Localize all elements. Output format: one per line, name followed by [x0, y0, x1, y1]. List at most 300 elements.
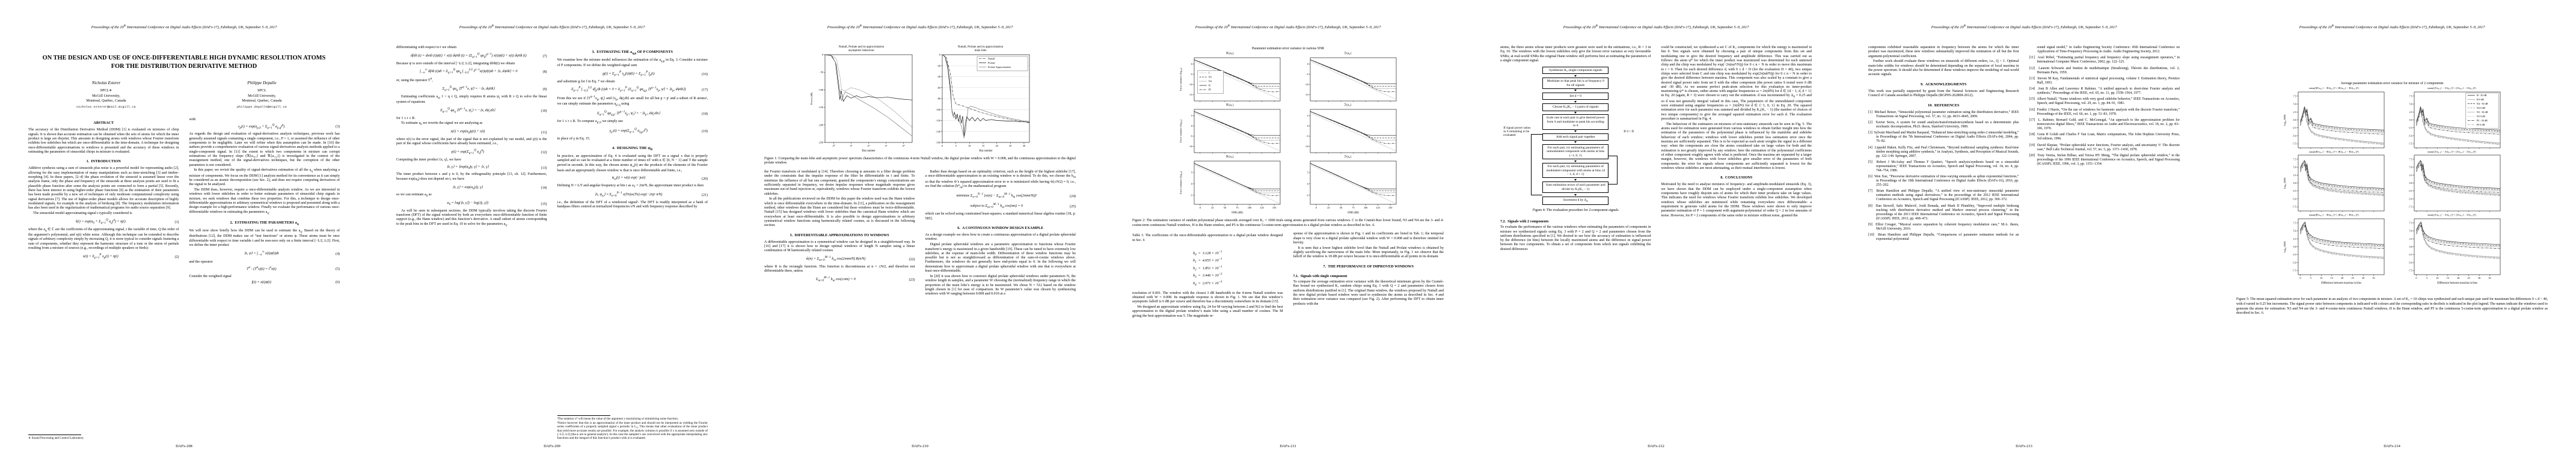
svg-text:0.0: 0.0 [2293, 118, 2296, 121]
equation-body: ŵ(n) = $\Sigma_{m=0}^{M-1}$ $b_m$ cos(2πmn⁄N) R(n⁄N) [806, 256, 866, 263]
paper-title: ON THE DESIGN AND USE OF ONCE-DIFFERENTIABLE HIGH DYNAMIC RESOLUTION ATOMS FOR THE DISTRIBUTION DERIVATIVE METHOD [42, 55, 326, 70]
figure-panel [1298, 104, 1398, 156]
column-left [764, 170, 915, 441]
svg-text:10: 10 [2436, 276, 2439, 280]
svg-text:50: 50 [1339, 206, 1343, 209]
paragraph: which can be solved using constrained least-squares; a standard numerical linear algebra routine [18, p. 585]. [925, 212, 1076, 221]
column-left [28, 117, 179, 441]
paragraph: Motivated by the need to analyse mixtures of frequency- and amplitude-modulated sinusoids (Eq. 3), we have shown that the DDM can be employed under a single-component assumption when components have roughly disjoint sets of atoms for which their inner products take on large values. This indicates the need for windows whose Fourier transform exhibits low sidelobes. We developed windows whose sidelobes are minimized while remaining everywhere once differentiable: a requirement to generate valid atoms for the DDM. These windows were shown to only improve parameter estimation of P = 1 component with argument-polynomial of order Q = 2 in low amounts of noise. However, for P = 2 components of the same order in mixture without noise, granted the [1661, 183, 1812, 218]
svg-text:7.5: 7.5 [2293, 94, 2296, 98]
reference-item: [10] Brian Hamilton and Philippe Depalle, “Comparisons of parameter estimation methods for an exponential polynomial [1868, 233, 2019, 242]
svg-text:-2.5: -2.5 [2292, 253, 2296, 257]
table-row: $b_3 = 3.446 \times 10^{-2}$ [1193, 273, 1222, 279]
equation [557, 176, 708, 182]
paragraph: Rather than design based on an optimality criterion, such as the height of the highest sidelobe [17], a once-differentiable approximation to an existing window w is desired. To do this, we choose the $b_m$ so that the window ŵ’s squared approximation error to w is minimized while having ŵ(±N⁄2) = 0, i.e., we find the solution $(b*_m)$ to the mathematical program [925, 169, 1076, 190]
equation [189, 251, 340, 258]
flow-step: For each pair, try estimating parameters of modulated component with atoms at bins {d − 1, d, d + 1} [1542, 163, 1608, 178]
svg-text:-200: -200 [818, 123, 823, 126]
svg-text:0.0: 0.0 [2409, 182, 2412, 185]
equation-number: (15) [541, 202, 547, 206]
svg-text:5: 5 [1191, 114, 1192, 117]
svg-text:-100: -100 [936, 108, 940, 111]
svg-text:50: 50 [1223, 206, 1227, 209]
svg-text:-5: -5 [1190, 135, 1192, 138]
equation [925, 193, 1076, 200]
equation-number: (1) [174, 220, 179, 224]
svg-text:N3 0 dB: N3 0 dB [2476, 114, 2486, 118]
figure-row [764, 46, 1076, 154]
equation-number: (10) [541, 109, 547, 113]
figure-suptitle: Average parameter estimation error variance for mixture of 2 components [2340, 82, 2444, 85]
paragraph: Because ψ is zero outside of the interval [−L⁄2, L⁄2], integrating df⁄dt(t) we obtain [396, 61, 515, 66]
reference-item: [18] Gene H Golub and Charles F Van Loan, Matrix computations, The John Hopkins University Press, 3rd edition, 1996. [2029, 133, 2180, 141]
flow-down-arrow-icon [1574, 90, 1577, 91]
two-column-layout [764, 170, 1076, 441]
equation-body: subject to $\Sigma_{m=0}^{M-1}$ $b_m$ cos(πm) = 0 [970, 203, 1023, 210]
figure-fig5 [2236, 81, 2548, 286]
column-right [557, 46, 708, 441]
reference-item: [12] Laurent Schwartz and Institut de mathématique (Strasbourg), Théorie des distributions, vol. 2, Hermann Paris, 1959. [2029, 66, 2180, 75]
paragraph: In [20] it was shown how to construct digital prolate spheroidal windows under parameters N, the window length in samples, and a parameter W choosing the (normalized) frequency range in which the proportion of the main lobe’s energy is to be maximized. We chose N = 512 based on the window length chosen in [1] for ease of comparison. Its W parameter’s value was chosen by synthesizing windows with W ranging between 0.008 and 0.010 at a [925, 274, 1076, 296]
figure-panel [2282, 214, 2386, 286]
plot-canvas [2282, 91, 2386, 151]
equation [557, 87, 708, 94]
page-body [28, 46, 340, 441]
panel-title: mean(|ℜ{a₁,₁} − ℜ{â₁,₁}|² + |ℜ{a₁,₂} − ℜ{â₁,₂}|²) [2309, 150, 2359, 153]
svg-text:Power (dB): Power (dB) [810, 92, 813, 105]
equation-body: f(t) = x(t)ψ̄(t) [251, 280, 271, 284]
figure-panel [1178, 104, 1282, 156]
footnote: ²Notice however that this is an approximation of the inner product and should not be interpreted as yielding the Fourier series coefficients of a properly sampled signal x periodic in $L_T$. This means that other evaluations of the inner product that yield more accurate results are possible. For example, the analytic solution is possible if x is assumed zero outside of [−L⁄2, L⁄2] (the ψ are in general analytic). In this case the sampled x are convolved with the appropriate interpolating sinc functions and the integral of this function’s product with ψ is evaluated. [557, 421, 708, 441]
page-2 [368, 0, 736, 476]
column-right [925, 170, 1076, 441]
equation-number: (6) [336, 281, 340, 285]
page-footer: DAFx-213 [2016, 444, 2032, 448]
paragraph: The accuracy of the Distribution Derivative Method (DDM) [1] is evaluated on mixtures of chirp signals. It is shown that accurate estimation can be obtained when the sets of atoms for which the inner product is large are disjoint. This amounts to designing atoms with windows whose Fourier transform exhibits low sidelobes but which are once-differentiable in the time-domain. A technique for designing once-differentiable approximations to windows is presented and the accuracy of these windows in estimating the parameters of sinusoidal chirps in mixture is evaluated. [28, 128, 179, 154]
series-P5 [1310, 60, 1396, 91]
svg-text:SNR (dB): SNR (dB) [1348, 211, 1359, 215]
svg-text:2⁸: 2⁸ [902, 144, 905, 147]
equation-number: (5) [336, 267, 340, 271]
svg-text:75: 75 [1236, 206, 1239, 209]
svg-text:0: 0 [1307, 182, 1308, 186]
equation [28, 254, 179, 261]
svg-text:-160: -160 [936, 141, 940, 144]
equation-body: $\gamma_{p'}(t) = \exp(\Sigma_{q=1}^Q$ $a_{q,p'}t^q$) [609, 127, 648, 135]
svg-text:20: 20 [995, 144, 998, 147]
equation-body: $\int_{-\infty}^\infty$ df⁄dt $(t)dt = \Sigma_{q=1}^Q$ $qa_q$ $\int_{-L⁄2}^{L⁄2}$ $t^{q-1}x(t)\psī(t)dt$ + ⟨x, dψ̄⁄dt⟩ = 0 [420, 69, 518, 75]
svg-text:7.5: 7.5 [2409, 157, 2412, 161]
paragraph: where the $a_q$ ∈ ℂ are the coefficients of the approximating signal, t the variable of time, Q the order of the argument’s polynomial, and η(t) white noise. Although this technique can be extended to describe signals of arbitrary complexity simply by increasing Q, it is more typical to consider signals featuring a sum of components, whether they represent the harmonic structure of a tone or the union of partials resulting from a mixture of sources (e.g., recordings of multiple speakers or birds): [28, 227, 179, 250]
column-left [1500, 46, 1651, 441]
svg-text:N4: N4 [1208, 79, 1212, 83]
series-N4 [1194, 111, 1280, 140]
footnote: ¹The notation x* will mean the value of the argument x maximizing or minimizing some function. [557, 416, 679, 421]
flow-down-arrow-icon [1574, 75, 1577, 77]
svg-text:Error variance (log₁₀): Error variance (log₁₀) [1179, 68, 1182, 91]
svg-text:15: 15 [2446, 276, 2449, 280]
equation [764, 276, 915, 284]
reference-item: [9] Elliot Creager, “Musical source separation by coherent frequency modulation cues,” M.A. thesis, McGill University, 2016. [1868, 222, 2019, 231]
flow-step: Sum estimation errors of each parameter and divide by K₂(K₂ − 1) [1542, 182, 1608, 193]
plot-canvas [2402, 91, 2502, 151]
series-H −30 dB [2301, 160, 2385, 189]
plot-canvas [2282, 218, 2386, 286]
panel-title: ℜ{a₁} [1225, 103, 1234, 107]
paragraph: As will be seen in subsequent sections, the DDM typically involves taking the discrete Fourier transform (DFT) of the signal windowed by both an everywhere once-differentiable function of finite support (e.g., the Hann window) and this function’s derivative. A small subset of atoms corresponding to the peak bins in the DFT are used in Eq. 10 to solve for the parameters $a_q$. [396, 209, 547, 227]
svg-text:30: 30 [2361, 276, 2365, 280]
panel-title: mean(|ℑ{a₁,₁} − ℑ{â₁,₁}|² + |ℑ{a₁,₂} − ℑ{â₁,₂}|²) [2427, 150, 2476, 153]
series-N4 0 dB [2301, 162, 2385, 195]
flow-step: Modulate so that peak bin is at frequency 0 for all signals [1542, 78, 1608, 89]
page-body [1500, 46, 1812, 441]
svg-text:-10: -10 [1305, 145, 1308, 148]
svg-text:5.0: 5.0 [2293, 102, 2296, 106]
figure-fig1 [764, 46, 1076, 154]
figure-panel [2402, 151, 2502, 215]
series-N4 [1310, 163, 1396, 193]
plot-canvas [1178, 160, 1282, 216]
equation-number: (20) [702, 177, 708, 181]
svg-text:N3: N3 [1208, 75, 1212, 79]
equation-body: df⁄dt (t) = dx⁄dt (t)ψ̄(t) + x(t) dψ̄⁄dt $(t) = (\Sigma_{q=1}^Q$ $qa_qt^{q-1}$) x(t)ψ̄(t) + x(t) dψ̄⁄dt (t) [410, 52, 527, 60]
author-affiliation: Montreal, Quebec, Canada [86, 99, 126, 103]
connector-text: Consider the weighted signal [189, 274, 232, 278]
series-H [1310, 163, 1396, 189]
flow-down-arrow-icon [1574, 130, 1577, 132]
equation [396, 130, 547, 136]
svg-text:5.0: 5.0 [2409, 102, 2412, 106]
svg-text:100: 100 [1363, 206, 1368, 209]
svg-text:H 0 dB: H 0 dB [2476, 97, 2484, 101]
series-C [1310, 61, 1396, 100]
paragraph: In this paper, we revisit the quality of signal-derivatives estimation of all the $a_q$ when analyzing a mixture of components. We focus on the DDM [1] analysis method for its convenience as it can simply be considered as an atomic decomposition (see Sec. 2), and does not require computing derivatives of the signal to be analysed. [189, 168, 340, 187]
series-H −30 dB [2417, 160, 2501, 189]
svg-text:5: 5 [1191, 171, 1192, 174]
section-heading: 3. ESTIMATING THE $a_{q,p}$ OF P COMPONENTS [592, 49, 673, 55]
running-header: Proceedings of the 20th International Conference on Digital Audio Effects (DAFx-17), Edinburgh, UK, September 5–9, 2017 [827, 24, 1013, 30]
svg-text:100: 100 [1247, 206, 1252, 209]
reference-item: [11] Axel Röbel, “Estimating partial frequency and frequency slope using reassignment operators,” in International Computer Music Conference, 2002, pp. 122–125. [2029, 56, 2180, 64]
paragraph: The inner product between ε and γ is 0, by the orthogonality principle [13, ch. 12]. Furthermore, because $\exp(a_0)$ does not depend on t, we have [396, 172, 547, 182]
page-1 [0, 0, 368, 476]
plot-canvas [1298, 160, 1398, 216]
reference-item: [4] Lippold Haken, Kelly Fitz, and Paul Christensen, “Beyond traditional sampling synthesis: Real-time timbre morphing using additive synthesis,” in Analysis, Synthesis, and Perception of Musical Sounds, pp. 122–144. Springer, 2007. [1868, 145, 2019, 158]
equation [396, 165, 547, 171]
svg-text:Bin number: Bin number [979, 149, 993, 153]
svg-text:-5.0: -5.0 [2408, 134, 2412, 138]
svg-text:0: 0 [939, 53, 940, 56]
paragraph: Defining N = L⁄T and angular frequency at bin r as $\omega_r$ = 2πr⁄N, the approximate inner product is then [557, 183, 704, 189]
equation-body: $x(t) = \exp(a_0)\gamma(t) + \varepsilon(t)$ [450, 130, 485, 135]
paragraph: In practice, an approximation of Eq. 4 is evaluated using the DFT on a signal x that is properly sampled and so can be evaluated at a finite number of times nT with n ∈ [0, N − 1] and T the sample period in seconds. In this way, the chosen atoms $\psi_\omega(t)$ are the products of the elements of the Fourier basis and an appropriately chosen window w that is once differentiable and finite, i.e., [557, 154, 708, 172]
figure-panel [1178, 52, 1282, 104]
svg-text:-100: -100 [818, 88, 823, 91]
svg-text:0.0: 0.0 [2293, 182, 2296, 185]
svg-text:log₁₀ MSE: log₁₀ MSE [2283, 114, 2286, 126]
reference-item: [6] Wen Xue, “Piecewise derivative estimation of time-varying sinusoids as spline exponential functions,” in Proceedings of the 19th International Conference on Digital Audio Effects (DAFx-16), 2016, pp. 255–262. [1868, 175, 2019, 188]
flow-step: Add each signal pair together [1542, 133, 1608, 141]
svg-text:0: 0 [1199, 206, 1201, 209]
section-heading: 10. REFERENCES [1928, 103, 1960, 108]
svg-text:0: 0 [2299, 276, 2301, 280]
equation [396, 201, 547, 207]
svg-text:5: 5 [955, 144, 957, 147]
svg-text:5: 5 [2310, 276, 2312, 280]
equation-number: (12) [541, 150, 547, 154]
reference-item: [7] Brian Hamilton and Philippe Depalle, “A unified view of non-stationary sinusoidal parameter estimation methods using signal derivatives,” in the proceedings of the 2012 IEEE International Conference on Acoustics, Speech and Signal Processing (ICASSP). IEEE, 2012, pp. 369–372. [1868, 189, 2019, 202]
equation-body: $\Sigma_{q=1}^Q$ $qa_q$ $⟨T^{q-1}x$, ψ̄⟩ = −⟨x, dψ̄⁄dt⟩ [442, 85, 495, 93]
svg-text:-40: -40 [937, 75, 940, 78]
svg-text:-7.5: -7.5 [2292, 269, 2296, 272]
series-Prolate Approximation [825, 55, 912, 136]
svg-text:N3 −30 dB: N3 −30 dB [2476, 110, 2488, 114]
equation [396, 149, 547, 156]
two-column-layout [1868, 46, 2180, 441]
svg-text:7.5: 7.5 [2293, 157, 2296, 161]
equation-body: $\Sigma_{q=1}^Q$ $qa_q$ $⟨T^{q-1}x$, $\psī_r⟩$ = −⟨x, $d\psī_r⁄dt⟩$ [440, 107, 495, 114]
flowchart-boxes [1525, 67, 1626, 205]
svg-text:-7.5: -7.5 [2408, 269, 2412, 272]
reference-item: [19] David Slepian, “Prolate spheroidal wave functions, Fourier analysis, and uncertainty V: The discrete case,” Bell Labs Technical Journal, vol. 57, no. 5, pp. 1371–1430, 1978. [2029, 143, 2180, 151]
figure-panel [1178, 156, 1282, 216]
paragraph: Further work should evaluate these windows on sinusoids of different orders, i.e., Q > 1. Optimal main-lobe widths for windows should be determined depending on the separation of local maxima in the power spectrum. It should also be determined if these windows improve the modeling of real-world acoustic signals. [1868, 60, 2019, 77]
svg-text:-5.0: -5.0 [2292, 134, 2296, 138]
svg-text:-150: -150 [818, 105, 823, 109]
paragraph: The behaviour of the estimators on mixtures of non-stationary sinusoids can be seen in Fig. 5. The atoms used for estimation were generated from various windows to obtain further insight into how the estimation of the parameters of the polynomial phase is influenced by the mainlobe and sidelobe behaviour of each window; windows with lower sidelobes permit less estimation error once the maxima are sufficiently separated. This is to be expected as each atom weights the signal in a different way: when the components are close the atoms considered take on large values for both and the estimation is not greatly improved by any window; here the estimation of the polynomial coefficients of either component roughly agrees with what is predicted. Once the maxima are separated by a larger margin, however, the windows with lower sidelobes give smaller error of the parameters of both components: the error for signals whose components are sufficiently separated is lowest for the windows whose sidelobes are most attenuating, as their mutual interference is lowest. [1661, 122, 1812, 170]
paragraph: the Fourier transform of modulated ψ [14]. Therefore choosing ψ amounts to a filter design problem under the constraints that the impulse response of the filter be differentiable in t and finite. To minimize the influence of all but one component, granted the components’s energy concentrations are sufficiently separated in frequency, we desire impulse responses whose magnitude response gives maximum out-of-band rejection or, equivalently, windows whose Fourier transform exhibits the lowest sidelobes. [764, 169, 915, 196]
author-lab: SPCL [257, 88, 266, 93]
svg-text:2⁴: 2⁴ [867, 144, 870, 147]
equation-body: s̃(t) = $\exp(a_0 + \Sigma_{q=1}^Q$ $a_qt^q) + \eta(t)$ [75, 218, 126, 225]
svg-text:25: 25 [1327, 206, 1330, 209]
equation-number: (14) [541, 186, 547, 191]
panel-title: ℜ{a₀} [1225, 52, 1234, 55]
figure-fig2 [1132, 46, 1444, 216]
reference-item: [16] Fredric J Harris, “On the use of windows for harmonic analysis with the discrete Fourier transform,” Proceedings of the IEEE, vol. 66, no. 1, pp. 51–83, 1978. [2029, 108, 2180, 116]
reference-item: [8] Dan Stowell, Sašo Muševič, Jordi Bonada, and Mark D Plumbley, “Improved multiple birdsong tracking with distribution derivative method and Markov renewal process clustering,” in the proceedings of the 2013 IEEE International Conference on Acoustics, Speech and Signal Processing (ICASSP). IEEE, 2013, pp. 468–472. [1868, 204, 2019, 221]
two-column-layout [396, 46, 708, 441]
panel-title: mean(|ℜ{a₀,₁} − ℜ{â₀,₁}|² + |ℜ{a₀,₂} − ℜ{â₀,₂}|²) [2309, 87, 2359, 90]
column-left [1132, 232, 1283, 441]
figure-suptitle: Parameter estimation error variance in various SNR [1251, 47, 1325, 50]
svg-text:log₁₀ MSE: log₁₀ MSE [2283, 241, 2286, 253]
equation [557, 128, 708, 135]
flow-down-arrow-icon [1574, 112, 1577, 114]
series-N4 [1310, 60, 1396, 88]
svg-text:150: 150 [1272, 206, 1277, 209]
figure-row [1132, 104, 1444, 156]
svg-text:15: 15 [981, 144, 985, 147]
paragraph: In all the publications reviewed on the DDM for this paper the window used was the Hann window which is once differentiable everywhere in the time-domain. In [11], a publication on the reassignment method, other windows than the Hann are considered but these windows must be twice-differentiable. Nuttall [15] has designed windows with lower sidelobes than the canonical Hann window which are everywhere at least once-differentiable. It is also possible to design approximations to arbitrary symmetrical window functions using harmonically related cosines, as is discussed in the following section. [764, 197, 915, 228]
author-affiliation: McGill University, [92, 93, 120, 98]
svg-text:10: 10 [2320, 276, 2323, 280]
page-body [1868, 46, 2180, 441]
equation [557, 111, 708, 118]
page-body [1132, 46, 1444, 441]
svg-text:-2.5: -2.5 [2292, 189, 2296, 193]
equation-number: (22) [909, 258, 915, 262]
reference-item: [13] Steven M Kay, Fundamentals of statistical signal processing, volume I: Estimation theory, Prentice Hall, 1993. [2029, 76, 2180, 85]
paragraph: for 1 ≤ r ≤ R. To compute $a_{p',0}$ we simply use [557, 120, 624, 125]
svg-text:0.0: 0.0 [2293, 245, 2296, 249]
connector-text: and the operator [189, 260, 213, 264]
page-3 [736, 0, 1104, 476]
svg-text:2.5: 2.5 [2293, 237, 2296, 240]
panel-title: mean(|ℜ{a₂,₁} − ℜ{â₂,₁}|² + |ℜ{a₂,₂} − ℜ{â₂,₂}|²) [2309, 213, 2359, 217]
svg-text:0: 0 [821, 53, 823, 56]
running-header: Proceedings of the 20th International Conference on Digital Audio Effects (DAFx-17), Edinburgh, UK, September 5–9, 2017 [2299, 24, 2485, 30]
paragraph: To estimate $a_0$ we rewrite the signal we are analysing as [401, 121, 483, 127]
series-C [1310, 113, 1396, 151]
page-body [396, 46, 708, 441]
column-left [1868, 46, 2019, 441]
equation-number: (3) [336, 125, 340, 129]
svg-text:0.0: 0.0 [2409, 118, 2412, 121]
paragraph: From this we see if $⟨T^{q-1}x_p$, $\psī_r⟩$ and $⟨x_p$, $d\psī_r⁄dt⟩$ are small for all but p = p′ and a subset of R atoms², we can simply estimate the parameters $a_{p',q}$ using [557, 96, 708, 108]
series-N4 −30 dB [2301, 162, 2385, 191]
panel-title: Nuttall, Prolate and its approximation main lobe [957, 46, 1004, 52]
plot-canvas [1298, 108, 1398, 156]
svg-text:H −30 dB: H −30 dB [2476, 93, 2487, 97]
flow-step: Increment d by $\Delta_d$ [1542, 197, 1608, 204]
equation-number: (13) [541, 166, 547, 170]
svg-text:7.5: 7.5 [2409, 94, 2412, 98]
paragraph: As regards the design and evaluation of signal-derivatives analysis techniques, previous work has generally assumed signals containing a single component, i.e., P = 1, or assumed the influence of other components to be negligible. Later we will refine when this assumption can be made. In [10] the authors provide a comprehensive evaluation of various signal-derivatives analysis methods applied to a single-component signal. In [11] the extent to which two components in mixture can corrupt estimations of the frequency slope (ℜ{a₀,₂} and ℜ{a₁,₂}) is investigated in the context of the reassignment method, one of the signal-derivatives techniques, but the corruption of the other parameters is not considered. [189, 132, 340, 167]
paragraph: atoms, the three atoms whose inner products were greatest were used in the estimations, i.e., R = 3 in Eq. 10. The windows with the lowest sidelobes only give the lowest error variance at very favourable SNRs; at real-world SNRs the original Hann window still performs best at estimating the parameters of a single component signal. [1500, 46, 1651, 63]
section-heading: 1. INTRODUCTION [86, 159, 121, 164]
svg-text:5: 5 [1307, 114, 1308, 117]
two-column-layout [1132, 232, 1444, 441]
panel-title: Nuttall, Prolate and its approximation asymptotic behaviour [838, 46, 885, 52]
panel-title: mean(|ℑ{a₀,₁} − ℑ{â₀,₁}|² + |ℑ{a₀,₂} − ℑ{â₀,₂}|²) [2427, 87, 2476, 90]
equation [189, 124, 340, 131]
equation-body: $x(t) = \Sigma_{p=1}^P$ $x_p(t) + \eta(t)$ [82, 253, 118, 260]
equation-body: ⟨x, ψ⟩ = $\int_{-\infty}^\infty$ x(t)ψ̄(t)dt [244, 250, 279, 257]
reference-item: [1] Michael Betser, “Sinusoidal polynomial parameter estimation using the distribution derivative,” IEEE Transactions on Signal Processing, vol. 57, no. 12, pp. 4633–4645, 2009. [1868, 110, 2019, 118]
page-footer: DAFx-214 [2384, 444, 2400, 448]
equation-body: $\Sigma_{p=1}^P$ $\int_{-L⁄2}^{L⁄2}$ $df_p⁄dt$ $(t)dt = 0 = \Sigma_{p=1}^P$ ($\Sigma_{q=1}^Q$ $qa_{q,p}$ $⟨T^{q-1}x_p$, ψ̄⟩ + $⟨x_p$, dψ̄⁄dt⟩) [571, 87, 686, 93]
equation-number: (23) [909, 278, 915, 282]
series-H [1194, 163, 1280, 189]
svg-text:-15: -15 [1189, 93, 1192, 97]
series-N3 [1194, 111, 1280, 138]
two-column-layout [1500, 46, 1812, 441]
svg-text:-80: -80 [937, 97, 940, 100]
svg-text:2.5: 2.5 [2409, 174, 2412, 177]
author-name: Nicholas Esterer [91, 81, 121, 86]
svg-text:10: 10 [968, 144, 971, 147]
series-P5 [1194, 111, 1280, 144]
equation [396, 86, 547, 93]
equation [396, 53, 547, 60]
svg-text:-5.0: -5.0 [2292, 197, 2296, 201]
svg-text:-2.5: -2.5 [2408, 189, 2412, 193]
figure-row [1132, 52, 1444, 104]
svg-text:-5: -5 [1190, 194, 1192, 197]
series-N3 0 dB [2417, 162, 2501, 195]
svg-text:-250: -250 [818, 141, 823, 144]
svg-text:0: 0 [1307, 62, 1308, 66]
svg-text:35: 35 [2488, 276, 2491, 280]
series-N3 [1194, 163, 1280, 191]
svg-text:15: 15 [2330, 276, 2333, 280]
page-4 [1104, 0, 1472, 476]
equation-body: ⟨x, $\psi_\omega⟩ \approx \Sigma_{n=0}^{N-1}$ x(Tn)w(Tn) exp(−2πjr n⁄N) [595, 192, 663, 198]
svg-text:125: 125 [1376, 206, 1380, 209]
author-1 [28, 81, 184, 109]
series-H −30 dB [2301, 106, 2385, 130]
svg-text:-5.0: -5.0 [2408, 197, 2412, 201]
paragraph: components exhibited reasonable separation in frequency between the atoms for which the inner product was maximized, these new windows substantially improved the estimation of all but the first argument-polynomial coefficient. [1868, 46, 2019, 58]
svg-text:7.5: 7.5 [2409, 221, 2412, 225]
series-N4 [1194, 163, 1280, 193]
svg-text:2.5: 2.5 [2293, 174, 2296, 177]
svg-text:-60: -60 [937, 85, 940, 89]
equation-number: (19) [702, 129, 708, 133]
equation [764, 256, 915, 263]
paragraph: could be constructed, we synthesized a set C of K₂ components for which the energy is maximized in bin 0. Test signals were obtained by choosing a pair of unique components from this set and modulating one to give the desired frequency and amplitude difference. This was carried out as follows: the atom ψ* for which the inner product was maximized was determined for each unmixed chirp and the chirp was modulated by exp(−2π(nu*⁄N)j) for 0 ≤ n < N in order to move this maximum to r = 0. Then for each desired difference d, with 0 ≤ d < D (for the evaluation D = 40), two unique chirps were selected from C and one chirp was modulated by exp(2π(nd⁄N)j) for 0 ≤ n < N in order to give the desired difference between maxima. This component was also scaled by a constant to give a desired signal power ratio from set S with the other component (the power ratios S tested were 0 dB and -30 dB). As we assume perfect peak-atom selection for this evaluation no inner-product maximizing ψ* is chosen, rather atoms with angular frequencies ω = 2π(d̃⁄N) for d̃ ∈ {d − 1, d, d + 1} in Eq. 20 (again, R = 3) were chosen to carry out the estimation. d was incremented by $\Delta_d = 0.25$ and so d was not generally integral valued in this case. The parameters of the unmodulated component were estimated using angular frequencies ω = 2π(d̃⁄N) for d̃ ∈ {−1, 0, 1} in Eq. 20. The squared estimation error for each parameter was summed and divided by K₂(K₂ − 1) (the number of choices of two unique components) to give the averaged squared estimation error for each d. The evaluation procedure is summarized in Fig. 4. [1661, 46, 1812, 121]
figure-caption: Figure 1: Comparing the main-lobe and asymptotic power spectrum characteristics of the continuous 4-term Nuttall window, the digital prolate window with W = 0.008, and the continuous approximation to the digital prolate window. [764, 156, 1076, 165]
svg-text:35: 35 [2372, 276, 2375, 280]
svg-text:0: 0 [941, 144, 943, 147]
series-C [1310, 165, 1396, 204]
flow-down-arrow-icon [1574, 194, 1577, 196]
paragraph: We examine how the mixture model influences the estimation of the $a_{q,p}$ in Eq. 3. Consider a mixture of P components. If we define the weighted signal sum [557, 58, 708, 67]
panel-title: mean(|ℑ{a₂,₁} − ℑ{â₂,₁}|² + |ℑ{a₂,₂} − ℑ{â₂,₂}|²) [2427, 213, 2476, 217]
paragraph: We designed an approximate window using Eq. 24 for M varying between 2 and N⁄2 to find the best approximation to the digital prolate window’s main lobe using a small number of cosines. The M giving the best approximation was 5. The magnitude re- [1132, 305, 1283, 318]
svg-text:2⁰: 2⁰ [832, 144, 835, 147]
reference-item: [14] Jont B Allen and Lawrence R Rabiner, “A unified approach to short-time Fourier analysis and synthesis,” Proceedings of the IEEE, vol. 65, no. 11, pp. 1558–1564, 1977. [2029, 87, 2180, 96]
flow-down-arrow-icon [1574, 160, 1577, 162]
series-N4 0 dB [2417, 225, 2501, 258]
flow-condition-left: If signal power ratios in S remaining to be evaluated [1503, 126, 1531, 138]
connector-text: with [189, 117, 196, 121]
page-body [764, 46, 1076, 441]
figure-caption: Figure 4: The evaluation procedure for 2-component signals [1532, 208, 1619, 212]
svg-text:Error variance (log₁₀): Error variance (log₁₀) [1179, 171, 1182, 194]
equation-number: (7) [542, 54, 547, 58]
equation-number: (16) [702, 72, 708, 76]
figure-panel [2402, 214, 2502, 286]
reference-item: [3] Sylvain Marchand and Martin Raspaud, “Enhanced time-stretching using order-2 sinusoidal modeling,” in Proceedings of the 7th International Conference on Digital Audio Effects (DAFx-04), 2004, pp. 76–82. [1868, 131, 2019, 144]
author-name: Philippe Depalle [247, 81, 277, 86]
plot-canvas [1298, 56, 1398, 104]
series-N3 0 dB [2301, 225, 2385, 257]
paragraph: or, using the operator $T^\alpha$, [396, 78, 433, 83]
paragraph: To evaluate the performance of the various windows when estimating the parameters of components in mixture we synthesized signals using Eq. 3 with P = 2 and Q = 2 and parameters chosen from the uniform distributions specified in [1]. We desired to see how the accuracy of estimation is influenced by the difference (in bins) between the locally maximized atoms and the difference in signal power between the two components. To obtain a set of components from which test signals exhibiting the desired differences [1500, 225, 1651, 251]
equation-number: (24) [1070, 194, 1076, 198]
column-right [1661, 46, 1812, 441]
series-N3 0 dB [2301, 108, 2385, 143]
equation-number: (21) [702, 194, 708, 198]
equation [28, 219, 179, 226]
svg-text:30: 30 [1022, 144, 1026, 147]
svg-text:0: 0 [1191, 62, 1192, 66]
svg-text:-10: -10 [1305, 83, 1308, 87]
svg-text:H: H [1208, 84, 1210, 87]
column-right [189, 117, 340, 441]
page-6 [1840, 0, 2208, 476]
svg-text:P5 0 dB: P5 0 dB [2476, 123, 2485, 126]
two-column-layout [28, 117, 340, 441]
svg-text:Prolate: Prolate [988, 61, 995, 64]
equation [396, 108, 547, 115]
svg-text:N4 0 dB: N4 0 dB [2476, 106, 2486, 109]
svg-text:-5: -5 [1306, 72, 1308, 76]
section-heading: 5. DIFFERENTIABLE APPROXIMATIONS TO WINDOWS [790, 233, 889, 237]
svg-text:C: C [1208, 71, 1210, 75]
